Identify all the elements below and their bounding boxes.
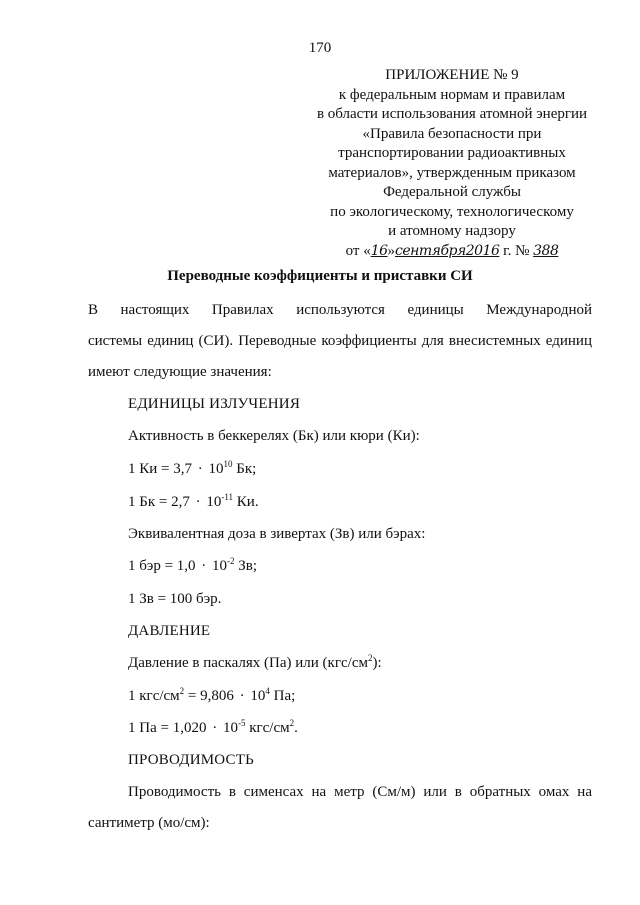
order-month: сентября — [395, 242, 466, 259]
formula-ci-bq: 1 Ки = $3,7 \cdot 10^{10}$ Бк; — [128, 459, 257, 477]
dose-label: Эквивалентная доза в зивертах (Зв) или бэрах: — [128, 526, 426, 542]
formula-pa-kgf: 1 Па = $1,020 \cdot 10^{-5}$ кгс/$см^2$. — [128, 718, 298, 736]
appendix-header — [296, 66, 608, 261]
order-number: 388 — [533, 242, 559, 259]
intro-line: В настоящих Правилах используются единицы Международной — [88, 302, 592, 318]
order-year: 2016 — [465, 242, 500, 259]
page-number: 170 — [308, 40, 332, 56]
header-line: транспортировании радиоактивных — [338, 145, 566, 161]
formula-rem-sv: 1 бэр = $1,0 \cdot 10^{-2}$ Зв; — [128, 556, 258, 574]
header-line: к федеральным нормам и правилам — [338, 86, 566, 103]
header-line: по экологическому, технологическому — [330, 203, 574, 220]
intro-line: системы единиц (СИ). Переводные коэффициенты для внесистемных единиц — [88, 333, 592, 349]
conductivity-line: Проводимость в сименсах на метр (См/м) или в обратных омах на — [128, 784, 592, 800]
formula-kgf-pa: 1 кгс/$см^2 = 9,806 \cdot 10^4$ Па; — [128, 686, 296, 704]
radiation-heading: ЕДИНИЦЫ ИЗЛУЧЕНИЯ — [128, 396, 301, 412]
pressure-label: Давление в паскалях (Па) или $(кгс/см^2)$: — [128, 653, 382, 671]
header-line: «Правила безопасности при — [362, 125, 542, 142]
header-line: в области использования атомной энергии — [316, 106, 588, 122]
header-line: ПРИЛОЖЕНИЕ № 9 — [385, 67, 519, 83]
header-line: и атомному надзору — [388, 223, 516, 239]
intro-line: имеют следующие значения: — [88, 364, 272, 380]
conductivity-heading: ПРОВОДИМОСТЬ — [128, 752, 254, 768]
order-day: 16 — [370, 242, 388, 259]
formula-bq-ci: 1 Бк = $2,7 \cdot 10^{-11}$ Ки. — [128, 492, 259, 510]
section-title: Переводные коэффициенты и приставки СИ — [167, 268, 473, 284]
order-line: от «16»сентября2016 г. № 388 — [345, 242, 559, 259]
conductivity-line: сантиметр (мо/см): — [88, 815, 210, 831]
header-line: материалов», утвержденным приказом — [328, 164, 576, 181]
activity-label: Активность в беккерелях (Бк) или кюри (Ки): — [128, 428, 420, 444]
header-line: Федеральной службы — [383, 184, 521, 200]
formula-sv-rem: 1 Зв = 100 бэр. — [128, 591, 222, 607]
pressure-heading: ДАВЛЕНИЕ — [128, 623, 211, 639]
